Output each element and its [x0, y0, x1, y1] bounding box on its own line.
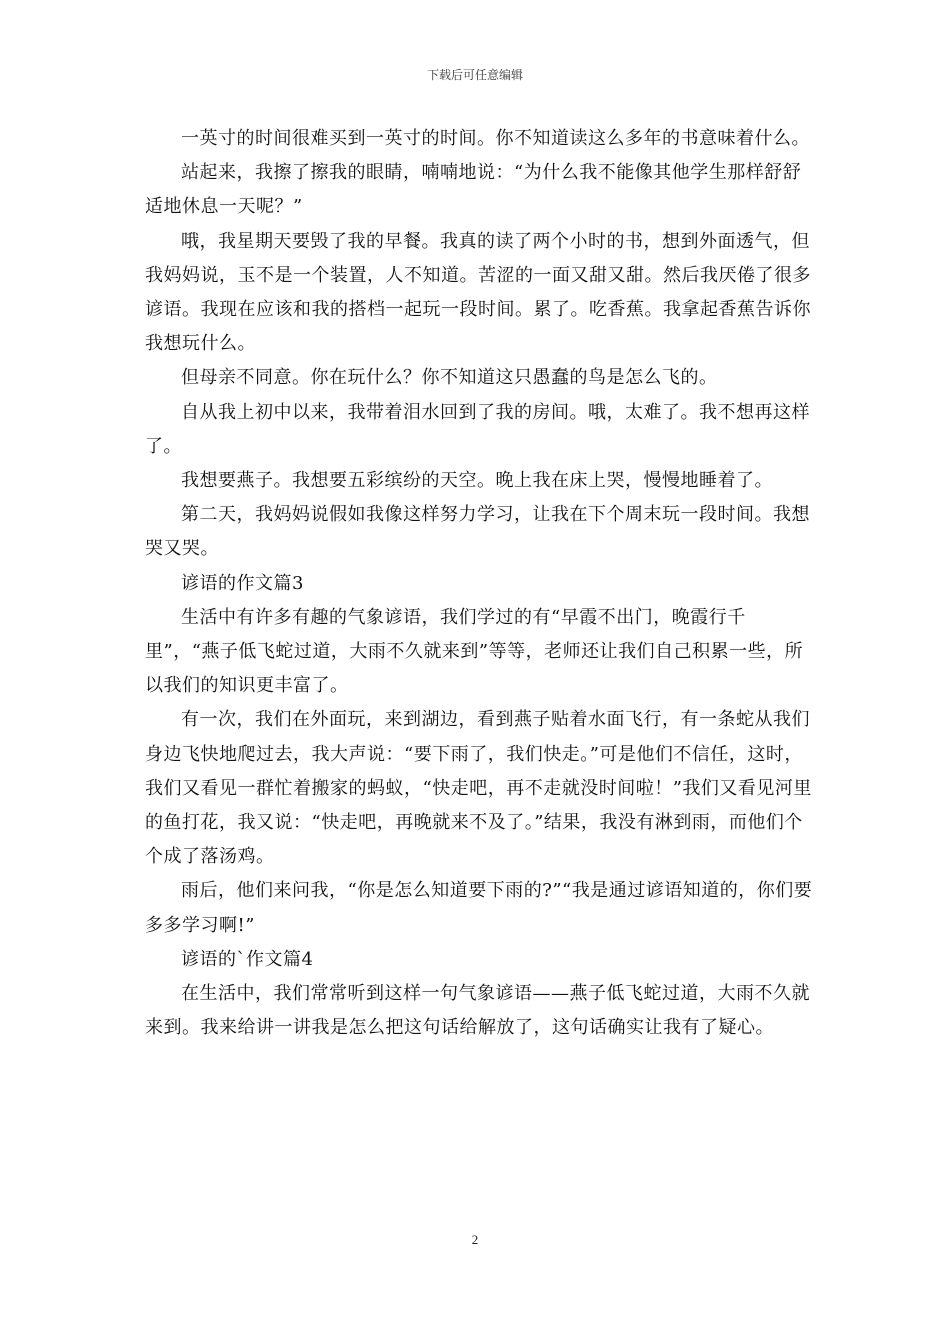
page-header: 下载后可任意编辑 — [426, 68, 523, 82]
paragraph: 我想要燕子。我想要五彩缤纷的天空。晚上我在床上哭，慢慢地睡着了。 — [181, 470, 773, 492]
paragraph: 在生活中，我们常常听到这样一句气象谚语——燕子低飞蛇过道，大雨不久就来到。我来给讲一讲我是怎么把这句话给解放了，这句话确实让我有了疑心。 — [145, 983, 810, 1039]
paragraph: 生活中有许多有趣的气象谚语，我们学过的有“早霞不出门，晚霞行千里”，“燕子低飞蛇过道，大雨不久就来到”等等，老师还让我们自己积累一些，所以我们的知识更丰富了。 — [145, 606, 804, 697]
paragraph: 哦，我星期天要毁了我的早餐。我真的读了两个小时的书，想到外面透气，但我妈妈说，玉不是一个装置，人不知道。苦涩的一面又甜又甜。然后我厌倦了很多谚语。我现在应该和我的搭档一起玩一段时间。累了。吃香蕉。我拿起香蕉告诉你我想玩什么。 — [145, 230, 811, 355]
paragraph: 一英寸的时间很难买到一英寸的时间。你不知道读这么多年的书意味着什么。 — [181, 128, 810, 149]
paragraph: 但母亲不同意。你在玩什么？你不知道这只愚蠢的鸟是怎么飞的。 — [181, 367, 718, 389]
section-heading: 谚语的`作文篇4 — [181, 948, 314, 970]
paragraph: 雨后，他们来问我，“你是怎么知道要下雨的?”“我是通过谚语知道的，你们要多多学习啊!” — [145, 880, 813, 936]
document-body — [145, 122, 815, 1045]
paragraph: 站起来，我擦了擦我的眼睛，喃喃地说：“为什么我不能像其他学生那样舒舒适地休息一天呢？” — [145, 162, 802, 218]
page-number: 2 — [471, 1232, 479, 1247]
paragraph: 第二天，我妈妈说假如我像这样努力学习，让我在下个周末玩一段时间。我想哭又哭。 — [145, 504, 810, 560]
paragraph: 自从我上初中以来，我带着泪水回到了我的房间。哦，太难了。我不想再这样了。 — [145, 401, 810, 457]
paragraph: 有一次，我们在外面玩，来到湖边，看到燕子贴着水面飞行，有一条蛇从我们身边飞快地爬过去，我大声说：“要下雨了，我们快走。”可是他们不信任，这时，我们又看见一群忙着搬家的蚂蚁，“快走吧，再不走就没时间啦！”我们又看见河里的鱼打花，我又说：“快走吧，再晚就来不及了。”结果，我没有淋到雨，而他们个个成了落汤鸡。 — [145, 709, 812, 868]
section-heading: 谚语的作文篇3 — [181, 572, 304, 594]
